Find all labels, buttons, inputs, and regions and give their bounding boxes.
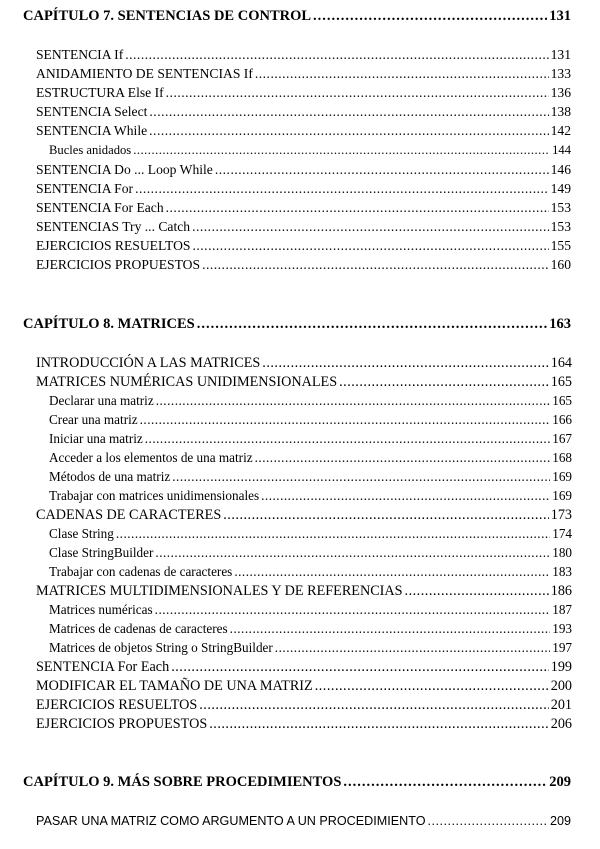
entry-title: Matrices de cadenas de caracteres (49, 621, 228, 636)
entry-page: 166 (552, 412, 572, 427)
toc-entry[interactable] (36, 659, 572, 676)
toc-entry[interactable] (49, 640, 572, 656)
toc-entry[interactable] (49, 450, 572, 466)
dot-leader (192, 219, 549, 235)
entry-page: 168 (552, 450, 572, 465)
entry-page: 173 (550, 507, 572, 523)
dot-leader (125, 47, 548, 63)
entry-page: 146 (550, 162, 571, 177)
entry-page: 164 (550, 355, 572, 371)
entry-title: Crear una matriz (49, 412, 138, 427)
entry-page: 200 (550, 678, 572, 694)
entry-title: EJERCICIOS PROPUESTOS (36, 257, 201, 272)
toc-entry[interactable] (36, 181, 571, 197)
dot-leader (202, 257, 549, 273)
dot-leader (405, 583, 549, 600)
entry-title: SENTENCIA If (36, 47, 124, 62)
toc-entry[interactable] (36, 583, 572, 600)
dot-leader (135, 181, 549, 197)
entry-page: 131 (550, 47, 571, 62)
toc-entry[interactable] (36, 104, 571, 120)
entry-page: 209 (549, 814, 571, 828)
entry-title: MATRICES MULTIDIMENSIONALES Y DE REFERENCIAS (36, 583, 403, 599)
toc-entry[interactable] (36, 200, 571, 216)
entry-page: 167 (552, 431, 572, 446)
chapter-page: 163 (549, 316, 571, 332)
entry-title: ANIDAMIENTO DE SENTENCIAS If (36, 66, 253, 81)
toc-entry[interactable] (36, 355, 572, 372)
toc-entry[interactable] (36, 162, 571, 178)
entry-page: 165 (552, 393, 572, 408)
entry-page: 155 (550, 238, 571, 253)
chapter-title: CAPÍTULO 7. SENTENCIAS DE CONTROL (23, 8, 312, 24)
dot-leader (313, 8, 547, 25)
toc-entry[interactable] (49, 545, 572, 561)
entry-title: MATRICES NUMÉRICAS UNIDIMENSIONALES (36, 374, 338, 390)
entry-title: PASAR UNA MATRIZ COMO ARGUMENTO A UN PROCEDIMIENTO (36, 814, 426, 828)
entry-page: 136 (550, 85, 571, 100)
toc-entry[interactable] (36, 238, 571, 254)
entry-title: EJERCICIOS RESUELTOS (36, 238, 191, 253)
dot-leader (116, 526, 550, 542)
chapter-heading[interactable] (23, 8, 571, 25)
chapter-title: CAPÍTULO 9. MÁS SOBRE PROCEDIMIENTOS (23, 774, 342, 790)
entry-title: Iniciar una matriz (49, 431, 143, 446)
entry-page: 142 (550, 123, 571, 138)
entry-title: Clase String (49, 526, 114, 541)
entry-page: 138 (550, 104, 571, 119)
dot-leader (140, 412, 551, 428)
dot-leader (209, 716, 549, 733)
entry-title: Acceder a los elementos de una matriz (49, 450, 253, 465)
dot-leader (343, 774, 547, 791)
entry-page: 169 (552, 469, 572, 484)
entry-title: ESTRUCTURA Else If (36, 85, 164, 100)
entry-title: Trabajar con matrices unidimensionales (49, 488, 260, 503)
toc-entry[interactable] (49, 621, 572, 637)
dot-leader (262, 355, 548, 372)
dot-leader (339, 374, 549, 391)
toc-entry[interactable] (36, 219, 571, 235)
dot-leader (192, 238, 548, 254)
entry-title: SENTENCIA For Each (36, 200, 164, 215)
toc-entry[interactable] (36, 697, 572, 714)
entry-page: 133 (550, 66, 571, 81)
entry-title: Trabajar con cadenas de caracteres (49, 564, 233, 579)
entry-title: Matrices numéricas (49, 602, 153, 617)
entry-page: 144 (552, 143, 571, 157)
entry-page: 165 (550, 374, 572, 390)
chapter-page: 209 (549, 774, 571, 790)
toc-entry[interactable] (49, 431, 572, 447)
entry-page: 206 (550, 716, 572, 732)
entry-page: 197 (552, 640, 572, 655)
dot-leader (199, 697, 549, 714)
entry-title: Clase StringBuilder (49, 545, 154, 560)
toc-entry[interactable] (49, 488, 572, 504)
dot-leader (133, 143, 550, 158)
toc-entry[interactable] (49, 564, 572, 580)
dot-leader (171, 659, 549, 676)
entry-title: SENTENCIA Select (36, 104, 148, 119)
entry-title: Bucles anidados (49, 143, 132, 157)
entry-title: SENTENCIA Do ... Loop While (36, 162, 213, 177)
entry-page: 193 (552, 621, 572, 636)
toc-entry[interactable] (49, 143, 571, 158)
entry-page: 153 (550, 200, 571, 215)
entry-page: 183 (552, 564, 572, 579)
dot-leader (155, 545, 550, 561)
entry-title: Matrices de objetos String o StringBuilder (49, 640, 273, 655)
entry-page: 199 (550, 659, 572, 675)
dot-leader (172, 469, 550, 485)
entry-title: SENTENCIA While (36, 123, 148, 138)
dot-leader (156, 393, 551, 409)
entry-title: SENTENCIA For Each (36, 659, 170, 675)
toc-entry[interactable] (36, 716, 572, 733)
entry-page: 160 (550, 257, 571, 272)
dot-leader (315, 678, 549, 695)
chapter-page: 131 (549, 8, 571, 24)
entry-page: 186 (550, 583, 572, 599)
dot-leader (230, 621, 551, 637)
chapter-heading[interactable] (23, 774, 571, 791)
entry-title: Declarar una matriz (49, 393, 154, 408)
toc-entry[interactable] (36, 814, 571, 828)
dot-leader (166, 200, 549, 216)
dot-leader (428, 814, 548, 828)
entry-title: SENTENCIA For (36, 181, 134, 196)
dot-leader (145, 431, 550, 447)
toc-entry[interactable] (49, 526, 572, 542)
entry-title: Métodos de una matriz (49, 469, 171, 484)
chapter-heading[interactable] (23, 316, 571, 333)
entry-title: EJERCICIOS PROPUESTOS (36, 716, 208, 732)
dot-leader (155, 602, 551, 618)
dot-leader (275, 640, 550, 656)
toc-entry[interactable] (49, 469, 572, 485)
entry-page: 149 (550, 181, 571, 196)
entry-title: SENTENCIAS Try ... Catch (36, 219, 191, 234)
dot-leader (234, 564, 550, 580)
dot-leader (197, 316, 548, 333)
entry-page: 169 (552, 488, 572, 503)
toc-entry[interactable] (36, 85, 571, 101)
dot-leader (223, 507, 548, 524)
entry-title: EJERCICIOS RESUELTOS (36, 697, 198, 713)
dot-leader (261, 488, 550, 504)
dot-leader (255, 66, 549, 82)
toc-entry[interactable] (36, 507, 572, 524)
entry-page: 187 (552, 602, 572, 617)
entry-title: CADENAS DE CARACTERES (36, 507, 222, 523)
entry-title: INTRODUCCIÓN A LAS MATRICES (36, 355, 261, 371)
entry-title: MODIFICAR EL TAMAÑO DE UNA MATRIZ (36, 678, 313, 694)
toc-entry[interactable] (36, 123, 571, 139)
toc-entry[interactable] (36, 374, 572, 391)
dot-leader (149, 104, 548, 120)
entry-page: 153 (550, 219, 571, 234)
toc-entry[interactable] (49, 602, 572, 618)
toc-entry[interactable] (36, 66, 571, 82)
toc-entry[interactable] (49, 412, 572, 428)
toc-entry[interactable] (36, 678, 572, 695)
dot-leader (255, 450, 551, 466)
toc-entry[interactable] (36, 47, 571, 63)
toc-entry[interactable] (49, 393, 572, 409)
chapter-title: CAPÍTULO 8. MATRICES (23, 316, 195, 332)
dot-leader (149, 123, 548, 139)
dot-leader (215, 162, 549, 178)
entry-page: 201 (550, 697, 572, 713)
entry-page: 174 (552, 526, 572, 541)
dot-leader (166, 85, 549, 101)
entry-page: 180 (552, 545, 572, 560)
toc-entry[interactable] (36, 257, 571, 273)
